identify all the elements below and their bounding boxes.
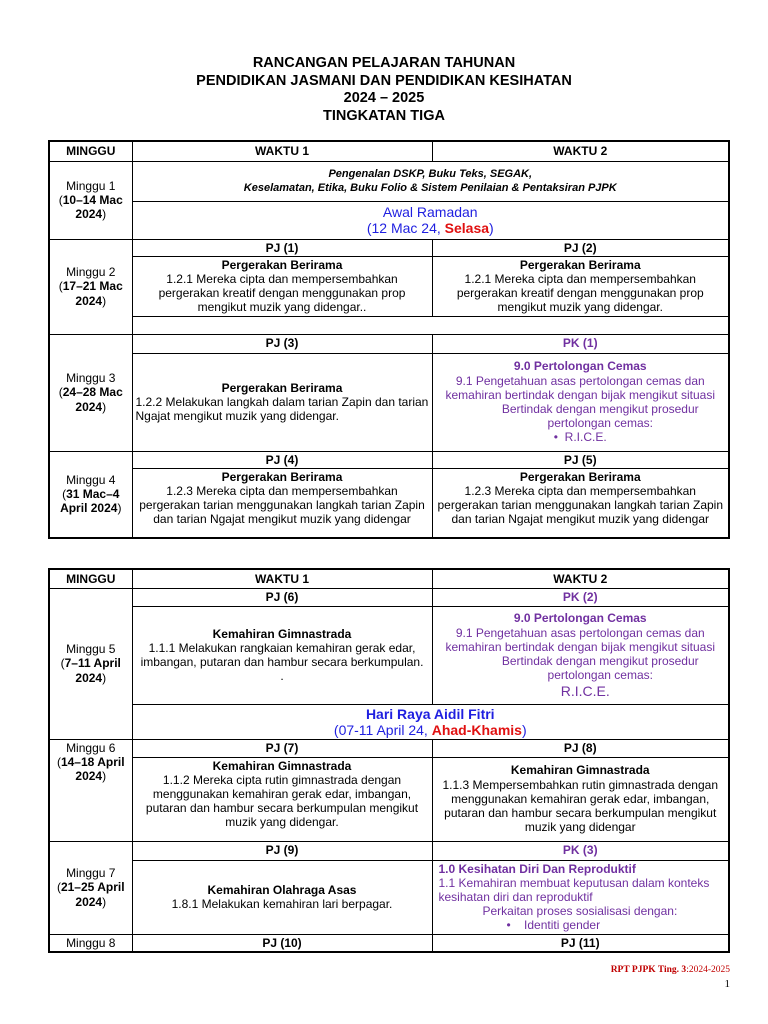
lesson-code: PJ (5) <box>432 451 729 468</box>
title-line-4: TINGKATAN TIGA <box>323 107 445 124</box>
title-line-3: 2024 – 2025 <box>343 90 425 106</box>
week-label: Minggu 5 <box>66 642 116 657</box>
lesson-code: PK (2) <box>432 588 729 606</box>
lesson-code: PJ (10) <box>132 934 432 952</box>
lesson-code: PK (3) <box>432 841 729 860</box>
week-date: 17–21 Mac 2024 <box>62 279 123 308</box>
lesson-cell <box>132 256 432 316</box>
intro-cell <box>132 161 729 201</box>
footer-code: RPT PJPK Ting. 3 <box>610 965 687 975</box>
week-cell: Minggu 7 (21–25 April 2024) <box>49 841 132 934</box>
lesson-text: 1.1.2 Mereka cipta rutin gimnastrada dengan menggunakan kemahiran gerak edar, imbangan, putaran dan hambur secara berkumpulan mengikut muzik yang didengar. <box>145 772 419 830</box>
week-cell: Minggu 5 (7–11 April 2024) <box>49 588 132 739</box>
lesson-cell <box>132 757 432 841</box>
lesson-title: Pergerakan Berirama <box>221 469 343 484</box>
page-number: 1 <box>724 978 730 990</box>
lesson-cell <box>432 606 729 704</box>
week-label: Minggu 1 <box>66 178 116 193</box>
event-day: Ahad-Khamis <box>431 721 522 738</box>
lesson-text: 1.2.2 Melakukan langkah dalam tarian Zapin dan tarian Ngajat mengikut muzik yang didengar. <box>135 394 429 424</box>
lesson-subtext: Bertindak dengan mengikut prosedur pertolongan cemas: <box>501 654 699 683</box>
col-header-waktu-2: WAKTU 2 <box>432 569 729 588</box>
table-row <box>49 239 729 256</box>
table-row <box>49 588 729 606</box>
lesson-text: 1.8.1 Melakukan kemahiran lari berpagar. <box>171 897 393 911</box>
lesson-text: 1.2.3 Mereka cipta dan mempersembahkan pergerakan tarian menggunakan langkah tarian Zapin dan tarian Ngajat mengikut muzik yang didengar <box>437 483 724 527</box>
table-row <box>49 841 729 860</box>
table-row <box>49 161 729 201</box>
lesson-title: 1.0 Kesihatan Diri Dan Reproduktif <box>438 861 636 876</box>
event-date: 12 Mac 24, <box>371 220 445 236</box>
week-date: 10–14 Mac 2024 <box>62 192 123 222</box>
lesson-code: PK (1) <box>432 334 729 353</box>
schedule-table-2 <box>48 568 730 953</box>
event-title: Awal Ramadan <box>382 204 478 220</box>
lesson-code: PJ (9) <box>132 841 432 860</box>
table-row <box>49 334 729 353</box>
week-cell: Minggu 4 (31 Mac–4 April 2024) <box>49 451 132 538</box>
lesson-title: Pergerakan Berirama <box>519 469 641 484</box>
lesson-rice: R.I.C.E. <box>560 682 610 699</box>
lesson-title: Pergerakan Berirama <box>221 380 343 395</box>
week-date: 24–28 Mac 2024 <box>62 385 123 414</box>
lesson-code: PJ (3) <box>132 334 432 353</box>
table-row <box>49 606 729 704</box>
lesson-cell <box>132 468 432 538</box>
lesson-text: 1.2.3 Mereka cipta dan mempersembahkan pergerakan tarian menggunakan langkah tarian Zapin dan tarian Ngajat mengikut muzik yang didengar <box>139 483 425 527</box>
col-header-waktu-2: WAKTU 2 <box>432 141 729 161</box>
week-label: Minggu 3 <box>66 371 116 386</box>
week-label: Minggu 7 <box>66 866 116 881</box>
lesson-title: Kemahiran Gimnastrada <box>510 763 650 778</box>
lesson-title: Pergerakan Berirama <box>221 257 343 272</box>
week-date: 14–18 April 2024 <box>60 754 125 783</box>
intro-line-1: Pengenalan DSKP, Buku Teks, SEGAK, <box>328 168 533 180</box>
lesson-code: PJ (4) <box>132 451 432 468</box>
week-date: 31 Mac–4 April 2024 <box>60 487 120 516</box>
lesson-code: PJ (2) <box>432 239 729 256</box>
lesson-cell <box>132 353 432 451</box>
lesson-text: 9.1 Pengetahuan asas pertolongan cemas dan kemahiran bertindak dengan bijak mengikut situasi <box>445 373 715 402</box>
empty-cell <box>132 316 729 334</box>
week-cell: Minggu 6 (14–18 April 2024) <box>49 739 132 841</box>
week-date: 21–25 April 2024 <box>60 880 125 909</box>
event-day: Selasa <box>444 220 490 236</box>
lesson-cell <box>432 468 729 538</box>
lesson-text: 9.1 Pengetahuan asas pertolongan cemas dan kemahiran bertindak dengan bijak mengikut situasi <box>445 625 715 654</box>
document-title <box>0 55 768 125</box>
week-label: Minggu 6 <box>66 740 116 755</box>
title-line-1: RANCANGAN PELAJARAN TAHUNAN <box>252 55 516 71</box>
lesson-code: PJ (11) <box>432 934 729 952</box>
lesson-text: 1.1.1 Melakukan rangkaian kemahiran gerak edar, imbangan, putaran dan hambur secara berkumpulan. <box>140 640 424 669</box>
lesson-subtext: Bertindak dengan mengikut prosedur pertolongan cemas: <box>501 402 699 431</box>
col-header-minggu: MINGGU <box>49 141 132 161</box>
lesson-cell <box>132 860 432 934</box>
lesson-title: Kemahiran Olahraga Asas <box>207 882 357 897</box>
lesson-code: PJ (1) <box>132 239 432 256</box>
week-cell: Minggu 2 (17–21 Mac 2024) <box>49 239 132 334</box>
week-label: Minggu 4 <box>66 473 116 488</box>
table-row <box>49 201 729 239</box>
lesson-code: PJ (6) <box>132 588 432 606</box>
week-label: Minggu 8 <box>66 935 116 950</box>
footer-year: :2024-2025 <box>686 965 730 975</box>
col-header-waktu-1: WAKTU 1 <box>132 569 432 588</box>
lesson-title: Pergerakan Berirama <box>519 257 641 272</box>
table-row <box>49 316 729 334</box>
event-cell: Awal Ramadan (12 Mac 24, Selasa) <box>132 201 729 239</box>
lesson-text: 1.1.3 Mempersembahkan rutin gimnastrada dengan menggunakan kemahiran gerak edar, imbangan, putaran dan hambur secara berkumpulan mengikut muzik yang didengar <box>442 777 718 835</box>
lesson-text: 1.2.1 Mereka cipta dan mempersembahkan pergerakan kreatif dengan menggunakan prop mengikut muzik yang didengar. <box>456 271 704 315</box>
event-cell: Hari Raya Aidil Fitri (07-11 April 24, Ahad-Khamis) <box>132 704 729 739</box>
lesson-title: Kemahiran Gimnastrada <box>212 758 352 773</box>
lesson-code: PJ (7) <box>132 739 432 757</box>
lesson-cell <box>432 757 729 841</box>
table-row <box>49 860 729 934</box>
table-row <box>49 739 729 757</box>
week-cell <box>49 934 132 952</box>
footer-label <box>611 965 730 975</box>
week-cell: Minggu 3 (24–28 Mac 2024) <box>49 334 132 451</box>
table-header-row <box>49 569 729 588</box>
bullet-item: • Identiti gender <box>506 918 601 933</box>
table-row <box>49 757 729 841</box>
event-title: Hari Raya Aidil Fitri <box>365 705 495 722</box>
table-row <box>49 451 729 468</box>
week-date: 7–11 April 2024 <box>64 656 121 685</box>
week-label: Minggu 2 <box>66 265 116 280</box>
table-row <box>49 256 729 316</box>
schedule-table-1 <box>48 140 730 539</box>
lesson-dot: . <box>280 669 284 684</box>
table-header-row <box>49 141 729 161</box>
title-line-2: PENDIDIKAN JASMANI DAN PENDIDIKAN KESIHATAN <box>196 72 572 89</box>
table-row <box>49 353 729 451</box>
lesson-title: Kemahiran Gimnastrada <box>212 626 352 641</box>
lesson-cell <box>432 860 729 934</box>
lesson-cell <box>432 353 729 451</box>
table-row <box>49 468 729 538</box>
table-row <box>49 704 729 739</box>
table-row <box>49 934 729 952</box>
lesson-text: 1.1 Kemahiran membuat keputusan dalam konteks kesihatan diri dan reproduktif <box>438 875 710 904</box>
lesson-title: 9.0 Pertolongan Cemas <box>513 359 647 374</box>
col-header-waktu-1: WAKTU 1 <box>132 141 432 161</box>
lesson-text: 1.2.1 Mereka cipta dan mempersembahkan pergerakan kreatif dengan menggunakan prop mengikut muzik yang didengar.. <box>158 271 406 315</box>
lesson-subtext: Perkaitan proses sosialisasi dengan: <box>482 904 678 919</box>
lesson-code: PJ (8) <box>432 739 729 757</box>
lesson-cell <box>132 606 432 704</box>
lesson-cell <box>432 256 729 316</box>
lesson-title: 9.0 Pertolongan Cemas <box>513 611 647 626</box>
intro-line-2: Keselamatan, Etika, Buku Folio & Sistem Penilaian & Pentaksiran PJPK <box>243 182 617 194</box>
col-header-minggu: MINGGU <box>49 569 132 588</box>
bullet-item: • R.I.C.E. <box>553 430 607 445</box>
event-date: 07-11 April 24, <box>338 721 432 738</box>
week-cell: Minggu 1 (10–14 Mac 2024) <box>49 161 132 239</box>
